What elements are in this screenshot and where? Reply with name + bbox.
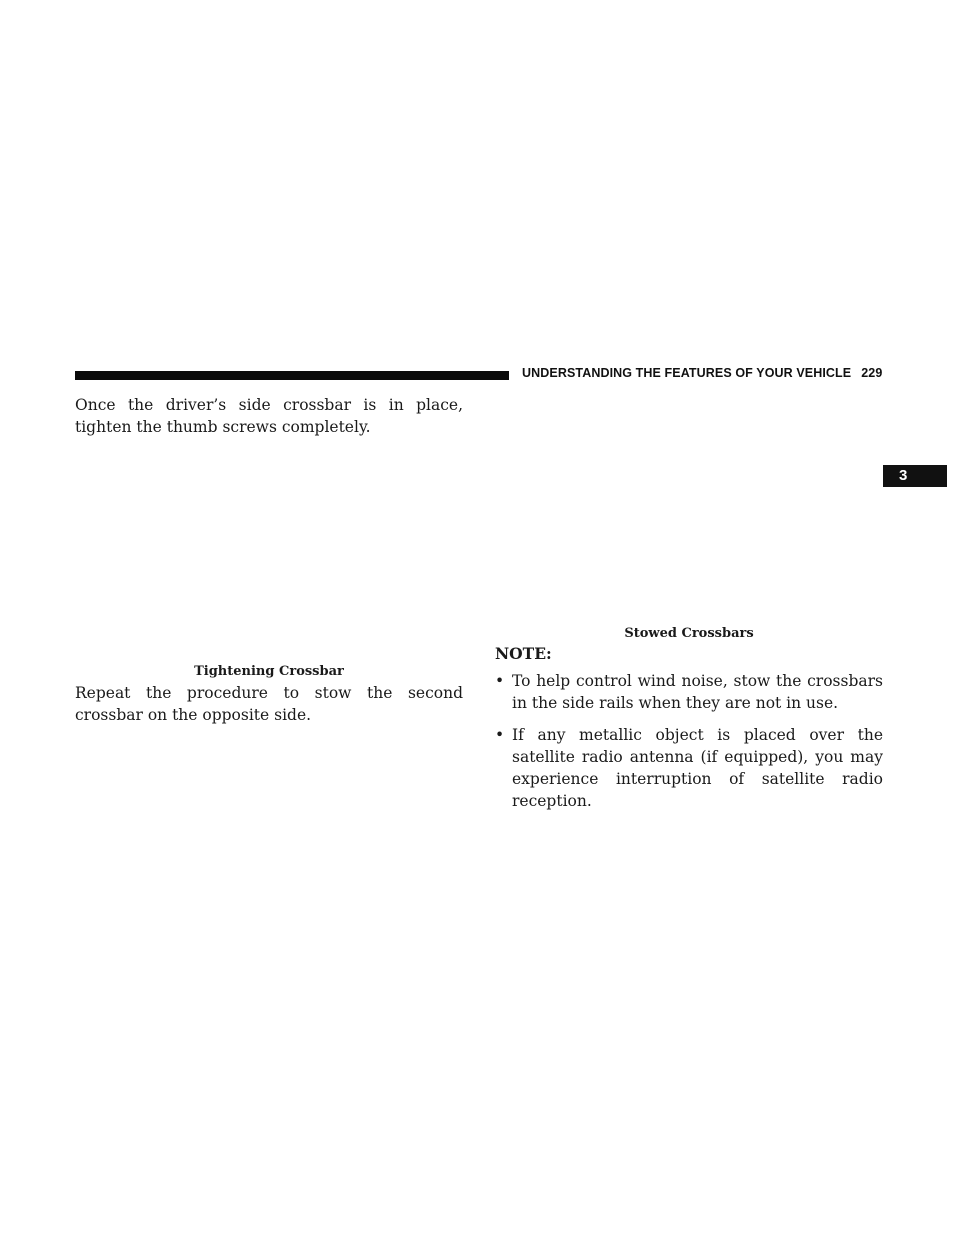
stowed-crossbars-figure [495, 395, 883, 615]
figure-caption-tightening: Tightening Crossbar [194, 664, 344, 679]
repeat-paragraph: Repeat the procedure to stow the second crossbar on the opposite side. [75, 684, 463, 724]
note-text: If any metallic object is placed over the satellite radio antenna (if equipped), you may experience interruption of satellite radio reception. [512, 726, 883, 810]
page-number: 229 [861, 366, 883, 380]
chapter-number: 3 [899, 467, 908, 484]
bullet-icon: • [495, 672, 505, 690]
list-item [495, 724, 883, 812]
section-title: UNDERSTANDING THE FEATURES OF YOUR VEHICLE [522, 366, 852, 380]
running-header [522, 366, 882, 380]
note-list [495, 670, 883, 822]
intro-paragraph: Once the driver’s side crossbar is in place, tighten the thumb screws completely. [75, 396, 463, 436]
bullet-icon: • [495, 726, 505, 744]
figure-caption-stowed: Stowed Crossbars [624, 626, 754, 641]
note-label: NOTE: [495, 644, 552, 663]
chapter-tab [881, 465, 947, 487]
list-item [495, 670, 883, 714]
tightening-crossbar-figure [75, 445, 463, 653]
header-rule [75, 371, 509, 380]
note-text: To help control wind noise, stow the crossbars in the side rails when they are not in use. [512, 672, 883, 712]
